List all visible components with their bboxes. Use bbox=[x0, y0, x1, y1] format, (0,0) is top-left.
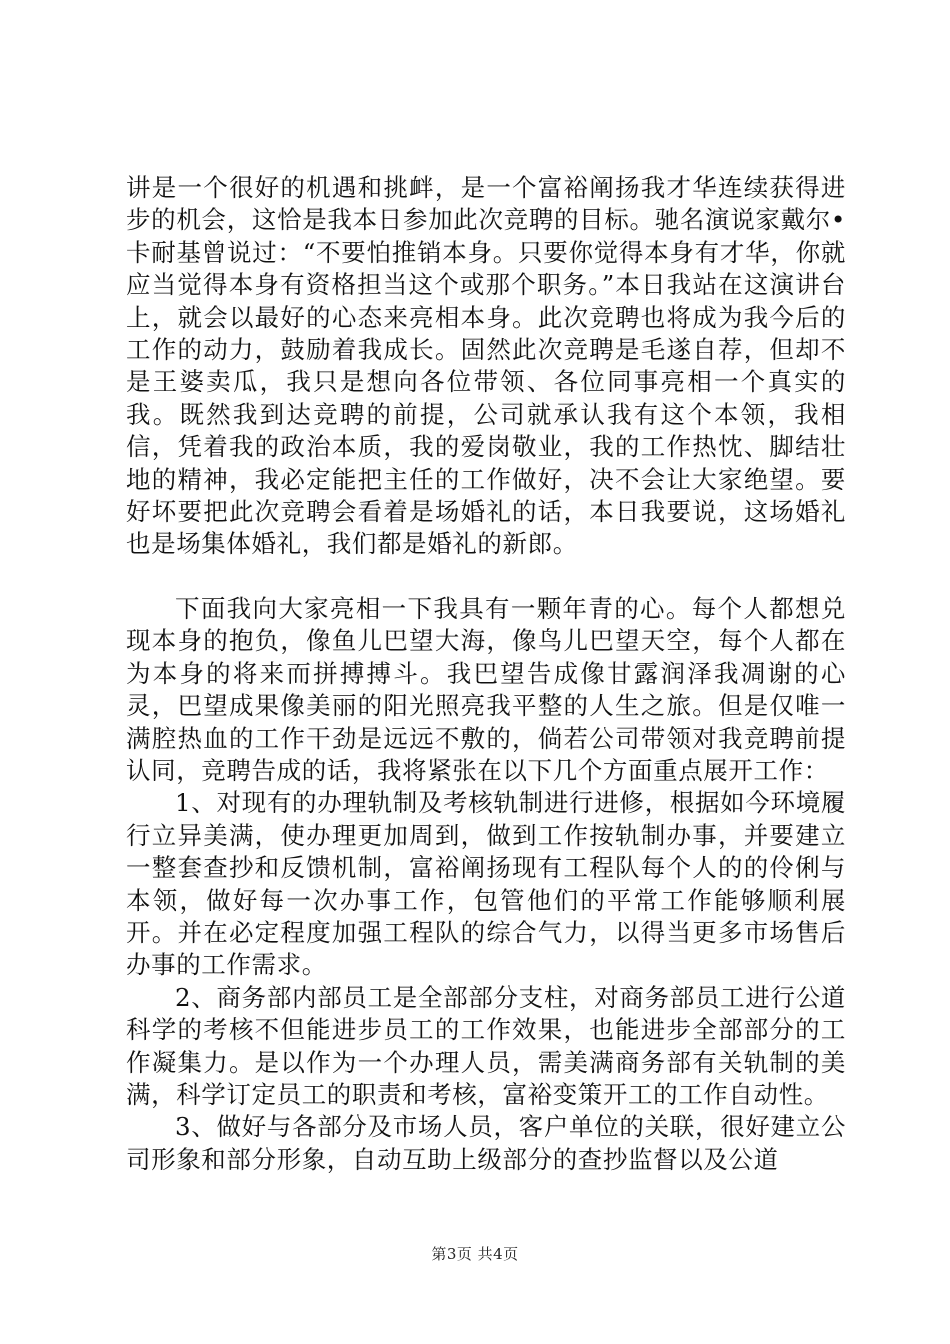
paragraph-2: 下面我向大家亮相一下我具有一颗年青的心。每个人都想兑现本身的抱负，像鱼儿巴望大海，像鸟儿巴望天空，每个人都在为本身的将来而拼搏搏斗。我巴望告成像甘露润泽我凋谢的心灵，巴望成果像美丽的阳光照亮我平整的人生之旅。但是仅唯一满腔热血的工作干劲是远远不敷的，倘若公司带领对我竞聘前提认同，竞聘告成的话，我将紧张在以下几个方面重点展开工作： bbox=[126, 593, 846, 785]
paragraph-item-2: 2、商务部内部员工是全部部分支柱，对商务部员工进行公道科学的考核不但能进步员工的工作效果，也能进步全部部分的工作凝集力。是以作为一个办理人员，需美满商务部有关轨制的美满，科学订定员工的职责和考核，富裕变策开工的工作自动性。 bbox=[126, 982, 846, 1109]
page-footer bbox=[0, 1244, 950, 1264]
page-number-label: 第3页 共4页 bbox=[431, 1245, 519, 1263]
paragraph-1: 讲是一个很好的机遇和挑衅，是一个富裕阐扬我才华连续获得进步的机会，这恰是我本日参加此次竞聘的目标。驰名演说家戴尔•卡耐基曾说过：“不要怕推销本身。只要你觉得本身有才华，你就应当觉得本身有资格担当这个或那个职务。”本日我站在这演讲台上，就会以最好的心态来亮相本身。此次竞聘也将成为我今后的工作的动力，鼓励着我成长。固然此次竞聘是毛遂自荐，但却不是王婆卖瓜，我只是想向各位带领、各位同事亮相一个真实的我。既然我到达竞聘的前提，公司就承认我有这个本领，我相信，凭着我的政治本质，我的爱岗敬业，我的工作热忱、脚结壮地的精神，我必定能把主任的工作做好，决不会让大家绝望。要好坏要把此次竞聘会看着是场婚礼的话，本日我要说，这场婚礼也是场集体婚礼，我们都是婚礼的新郎。 bbox=[126, 173, 846, 559]
document-body bbox=[126, 172, 846, 1176]
paragraph-item-3: 3、做好与各部分及市场人员，客户单位的关联，很好建立公司形象和部分形象，自动互助上级部分的查抄监督以及公道 bbox=[126, 1112, 846, 1174]
paragraph-item-1: 1、对现有的办理轨制及考核轨制进行进修，根据如今环境履行立异美满，使办理更加周到，做到工作按轨制办事，并要建立一整套查抄和反馈机制，富裕阐扬现有工程队每个人的的伶俐与本领，做好每一次办事工作，包管他们的平常工作能够顺利展开。并在必定程度加强工程队的综合气力，以得当更多市场售后办事的工作需求。 bbox=[126, 788, 846, 980]
